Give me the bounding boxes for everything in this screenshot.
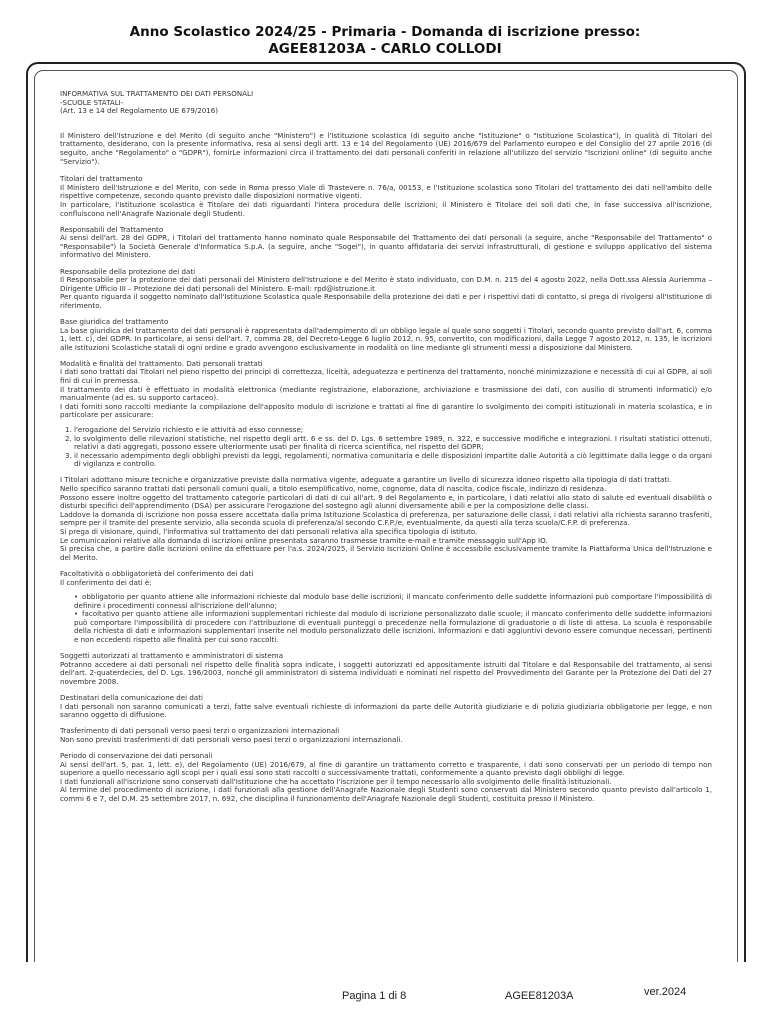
section-paragraph: I Titolari adottano misure tecniche e organizzative previste dalla normativa vigente, adeguate a garantire un livello di sicurezza idoneo rispetto alla tipologia di dati trattati. — [60, 475, 672, 485]
section-misure — [60, 476, 712, 562]
intro-paragraph: Il Ministero dell'Istruzione e del Merito (di seguito anche "Ministero") e l'Istituzione scolastica (di seguito anche "Istituzione" o "Istituzione Scolastica"), in qualità di Titolari del trattamento, desiderano, con la presente informativa, resa ai sensi degli artt. 13 e 14 del Regolamento (UE) 2016/679 del Parlamento europeo e del Consiglio del 27 aprile 2016 (di seguito, anche "Regolamento" o "GDPR"), fornirLe informazioni circa il trattamento dei dati personali conferiti in relazione all'utilizzo del servizio "Iscrizioni online" (di seguito anche "Servizio"). — [60, 130, 712, 166]
section-paragraph: Laddove la domanda di iscrizione non possa essere accettata dalla prima Istituzione Scolastica di preferenza, per saturazione delle classi, i dati relativi alla richiesta saranno trasferiti, sempre per il tramite del presente servizio, alla seconda scuola di preferenza/al secondo C.F.P./e, eventualmente, da questi alla terza scuola/C.F.P. di preferenza. — [60, 509, 712, 528]
heading-line-2: -SCUOLE STATALI- — [60, 97, 124, 107]
list-item-text: facoltativo per quanto attiene alle informazioni supplementari richieste dal modulo di iscrizione personalizzato dalle scuole; il mancato conferimento delle suddette informazioni può comportare l'impossibilità di procedere con l'attribuzione di eventuali punteggi o precedenze nella formulazione di graduatorie o di liste di attesa. La scuola è responsabile della richiesta di dati e informazioni supplementari inserite nel modulo personalizzato delle iscrizioni. Informazioni e dati aggiuntivi devono essere comunque necessari, pertinenti e non eccedenti rispetto alle finalità per cui sono raccolti. — [74, 609, 712, 645]
section-paragraph: Il trattamento dei dati è effettuato in modalità elettronica (mediante registrazione, elaborazione, archiviazione e trasmissione dei dati, con ausilio di strumenti informatici) e/o manualmente (ad es. su supporto cartaceo). — [60, 384, 712, 403]
section-heading: Responsabile della protezione dei dati — [60, 266, 196, 276]
list-item-text: obbligatorio per quanto attiene alle informazioni richieste dal modulo base delle iscrizioni; il mancato conferimento delle suddette informazioni può comportare l'impossibilità di definire i procedimenti connessi all'iscrizione dell'alunno; — [74, 592, 712, 610]
section-soggetti — [60, 652, 712, 686]
section-paragraph: In particolare, l'Istituzione scolastica è Titolare dei dati riguardanti l'intera procedura delle iscrizioni; il Ministero è Titolare dei soli dati che, in fase successiva all'iscrizione, confluiscono nell'Anagrafe Nazionale degli Studenti. — [60, 199, 712, 218]
section-heading: Base giuridica del trattamento — [60, 316, 169, 326]
title-line-2: AGEE81203A - CARLO COLLODI — [268, 41, 502, 57]
section-rpd — [60, 268, 712, 311]
conferimento-list — [60, 593, 712, 645]
section-paragraph: Nello specifico saranno trattati dati personali comuni quali, a titolo esemplificativo, nome, cognome, data di nascita, codice fiscale, indirizzo di residenza. — [60, 484, 607, 494]
section-conservazione — [60, 752, 712, 804]
section-facoltativita — [60, 570, 712, 645]
section-heading: Soggetti autorizzati al trattamento e amministratori di sistema — [60, 651, 284, 661]
section-paragraph: Si prega di visionare, quindi, l'informativa sul trattamento dei dati personali relativa alla specifica tipologia di istituto. — [60, 527, 478, 537]
heading-line-3: (Art. 13 e 14 del Regolamento UE 679/2016) — [60, 106, 219, 116]
finalita-list — [60, 426, 712, 469]
heading-line-1: INFORMATIVA SUL TRATTAMENTO DEI DATI PERSONALI — [60, 89, 254, 98]
section-paragraph: Il Responsabile per la protezione dei dati personali del Ministero dell'Istruzione e del Merito è stato individuato, con D.M. n. 215 del 4 agosto 2022, nella Dott.ssa Alessia Auriemma – Dirigente Ufficio III – Protezione dei dati personali del Ministero. E-mail: rpd@istruzione.it — [60, 275, 712, 293]
section-paragraph: Possono essere inoltre oggetto del trattamento categorie particolari di dati di cui all'art. 9 del Regolamento e, in particolare, i dati relativi allo stato di salute ed eventuali disabilità o disturbi specifici dell'apprendimento (DSA) per assicurare l'erogazione del sostegno agli alunni diversamente abili e per la composizione delle classi. — [60, 492, 712, 511]
section-paragraph: Ai sensi dell'art. 5, par. 1, lett. e), del Regolamento (UE) 2016/679, al fine di garantire un trattamento corretto e trasparente, i dati sono conservati per un periodo di tempo non superiore a quello necessario agli scopi per i quali essi sono stati raccolti o successivamente trattati, conformemente a quanto previsto dagli obblighi di legge. — [60, 759, 712, 778]
section-paragraph: I dati funzionali all'iscrizione sono conservati dall'Istituzione che ha accettato l'iscrizione per il tempo necessario allo svolgimento delle finalità istituzionali. — [60, 776, 612, 786]
section-modalita — [60, 360, 712, 469]
title-line-1: Anno Scolastico 2024/25 - Primaria - Domanda di iscrizione presso: — [129, 24, 641, 40]
informativa-heading — [60, 90, 712, 116]
section-paragraph: Ai sensi dell'art. 28 del GDPR, i Titolari del trattamento hanno nominato quale Responsabile del Trattamento dei dati personali (a seguire, anche "Responsabile del Trattamento" o "Responsabile") la Società Generale d'Informatica S.p.A. (a seguire, anche "Sogei"), in quanto affidataria dei servizi infrastrutturali, di gestione e sviluppo applicativo del sistema informativo del Ministero. — [60, 233, 712, 260]
section-paragraph: Le comunicazioni relative alla domanda di iscrizioni online presentata saranno trasmesse tramite e-mail e tramite messaggio sull'App IO. — [60, 535, 548, 545]
version-label: ver.2024 — [644, 986, 687, 998]
section-heading: Modalità e finalità del trattamento. Dati personali trattati — [60, 358, 263, 368]
section-destinatari — [60, 694, 712, 720]
section-heading: Facoltatività o obbligatorietà del conferimento dei dati — [60, 568, 254, 578]
section-heading: Titolari del trattamento — [60, 174, 143, 184]
bullet-icon: • — [74, 609, 79, 619]
section-paragraph: I dati personali non saranno comunicati a terzi, fatte salve eventuali richieste di informazioni da parte delle Autorità giudiziarie e di polizia giudiziaria obbligatorie per legge, e non saranno oggetto di diffusione. — [60, 701, 712, 720]
page-title — [0, 24, 770, 58]
page-number: Pagina 1 di 8 — [342, 990, 407, 1002]
list-item — [74, 610, 712, 644]
section-paragraph: Il Ministero dell'Istruzione e del Merito, con sede in Roma presso Viale di Trastevere n. 76/a, 00153, e l'Istituzione scolastica sono Titolari del trattamento dei dati nell'ambito delle rispettive competenze, secondo quanto previsto dalle disposizioni normative vigenti. — [60, 182, 712, 201]
list-item — [74, 593, 712, 610]
list-item: 1. l'erogazione del Servizio richiesto e le attività ad esso connesse; — [74, 426, 712, 435]
document-frame — [26, 62, 746, 962]
section-paragraph: Il conferimento dei dati è: — [60, 577, 152, 587]
section-titolari — [60, 175, 712, 218]
section-paragraph: Al termine del procedimento di iscrizione, i dati funzionali alla gestione dell'Anagrafe Nazionale degli Studenti sono conservati dal Ministero secondo quanto previsto dall'articolo 1, commi 6 e 7, del D.M. 25 settembre 2017, n. 692, che disciplina il funzionamento dell'Anagrafe Nazionale degli Studenti, costituita presso il Ministero. — [60, 785, 712, 803]
section-heading: Destinatari della comunicazione dei dati — [60, 693, 204, 703]
section-responsabili — [60, 226, 712, 260]
section-paragraph: Si precisa che, a partire dalle iscrizioni online da effettuare per l'a.s. 2024/2025, il Servizio Iscrizioni Online è accessibile esclusivamente tramite la Piattaforma Unica dell'Istruzione e del Merito. — [60, 544, 712, 562]
section-paragraph: I dati sono trattati dai Titolari nel pieno rispetto dei principi di correttezza, liceità, adeguatezza e pertinenza del trattamento, nonché minimizzazione e necessità di cui al GDPR, ai soli fini di cui in premessa. — [60, 367, 712, 386]
section-heading: Periodo di conservazione dei dati personali — [60, 751, 213, 760]
section-paragraph: Non sono previsti trasferimenti di dati personali verso paesi terzi o organizzazioni internazionali. — [60, 734, 403, 744]
document-body — [60, 90, 712, 811]
school-code: AGEE81203A — [505, 990, 574, 1002]
section-base-giuridica — [60, 318, 712, 352]
section-paragraph: Per quanto riguarda il soggetto nominato dall'Istituzione Scolastica quale Responsabile della protezione dei dati e per i rispettivi dati di contatto, si prega di rivolgersi all'Istituzione di riferimento. — [60, 292, 712, 310]
section-paragraph: La base giuridica del trattamento dei dati personali è rappresentata dall'adempimento di un obbligo legale al quale sono soggetti i Titolari, secondo quanto previsto dall'art. 6, comma 1, lett. c), del GDPR. In particolare, ai sensi dell'art. 7, comma 28, del Decreto-Legge 6 luglio 2012, n. 95, convertito, con modificazioni, dalla Legge 7 agosto 2012, n. 135, le iscrizioni alle Istituzioni Scolastiche statali di ogni ordine e grado avvengono esclusivamente in modalità on line mediante gli strumenti messi a disposizione dal Ministero. — [60, 325, 712, 352]
section-heading: Responsabili del Trattamento — [60, 224, 164, 234]
section-paragraph: Potranno accedere ai dati personali nel rispetto delle finalità sopra indicate, i soggetti autorizzati ed appositamente istruiti dal Titolare e dal Responsabile del trattamento, ai sensi dell'art. 2-quaterdecies, del D. Lgs. 196/2003, nonché gli amministratori di sistema individuati e nominati nel rispetto del Provvedimento del Garante per la Protezione dei Dati del 27 novembre 2008. — [60, 659, 712, 686]
list-item: 3. il necessario adempimento degli obblighi previsti da leggi, regolamenti, normativa comunitaria e delle disposizioni impartite dalle Autorità a ciò legittimate dalla legge o da organi di vigilanza e controllo. — [74, 452, 712, 469]
bullet-icon: • — [74, 592, 79, 602]
list-item: 2. lo svolgimento delle rilevazioni statistiche, nel rispetto degli artt. 6 e ss. del D. Lgs. 6 settembre 1989, n. 322, e successive modifiche e integrazioni. I risultati statistici ottenuti, relativi a dati aggregati, possono essere ulteriormente usati per finalità di ricerca scientifica, nel rispetto del GDPR; — [74, 435, 712, 452]
section-trasferimento — [60, 727, 712, 744]
section-paragraph: I dati forniti sono raccolti mediante la compilazione dell'apposito modulo di iscrizione e trattati al fine di garantire lo svolgimento dei compiti istituzionali in materia scolastica, e in particolare per assicurare: — [60, 401, 712, 420]
section-heading: Trasferimento di dati personali verso paesi terzi o organizzazioni internazionali — [60, 726, 340, 736]
